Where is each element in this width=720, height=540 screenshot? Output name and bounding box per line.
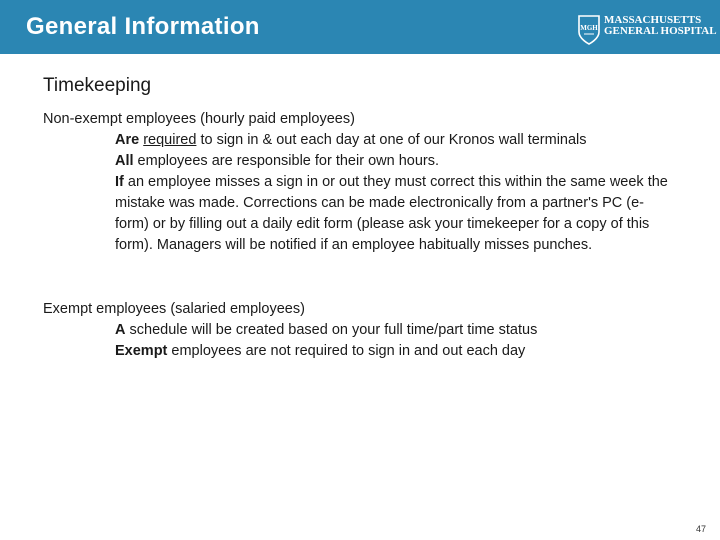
- page-number: 47: [695, 524, 706, 534]
- list-item: [115, 341, 675, 362]
- exempt-heading: Exempt employees (salaried employees): [43, 301, 305, 317]
- logo-wordmark: [604, 15, 717, 37]
- section-title: Timekeeping: [43, 75, 152, 96]
- svg-text:MGH: MGH: [580, 24, 598, 32]
- non-exempt-heading: Non-exempt employees (hourly paid employees): [43, 111, 355, 127]
- logo-line-1: MASSACHUSETTS: [604, 14, 702, 26]
- non-exempt-list: [43, 130, 675, 256]
- underlined-word: required: [143, 132, 197, 148]
- list-item: [115, 320, 675, 341]
- hospital-logo: [577, 14, 717, 46]
- header-bar: [0, 0, 720, 54]
- item-text: employees are responsible for their own hours.: [133, 153, 439, 169]
- logo-line-2: GENERAL HOSPITAL: [604, 25, 717, 37]
- list-item: [115, 151, 675, 172]
- keyword: A: [115, 322, 126, 338]
- list-item: [115, 172, 675, 256]
- keyword: All: [115, 153, 134, 169]
- item-text: employees are not required to sign in and out each day: [167, 343, 526, 359]
- page-title: General Information: [26, 13, 260, 40]
- mgh-shield-icon: [577, 14, 601, 46]
- item-text: an employee misses a sign in or out they must correct this within the same week the mistake was made. Corrections can be made electronically from a partner's PC (e-form) or by filling out a daily edit form (please ask your timekeeper for a copy of this form). Managers will be notified if an employee habitually misses punches.: [115, 174, 668, 253]
- non-exempt-section: [43, 109, 675, 256]
- keyword: Are: [115, 132, 140, 148]
- keyword: If: [115, 174, 124, 190]
- exempt-section: [43, 299, 675, 362]
- keyword: Exempt: [115, 343, 168, 359]
- list-item: [115, 130, 675, 151]
- exempt-list: [43, 320, 675, 362]
- item-text: to sign in & out each day at one of our Kronos wall terminals: [196, 132, 587, 148]
- item-text: schedule will be created based on your full time/part time status: [125, 322, 538, 338]
